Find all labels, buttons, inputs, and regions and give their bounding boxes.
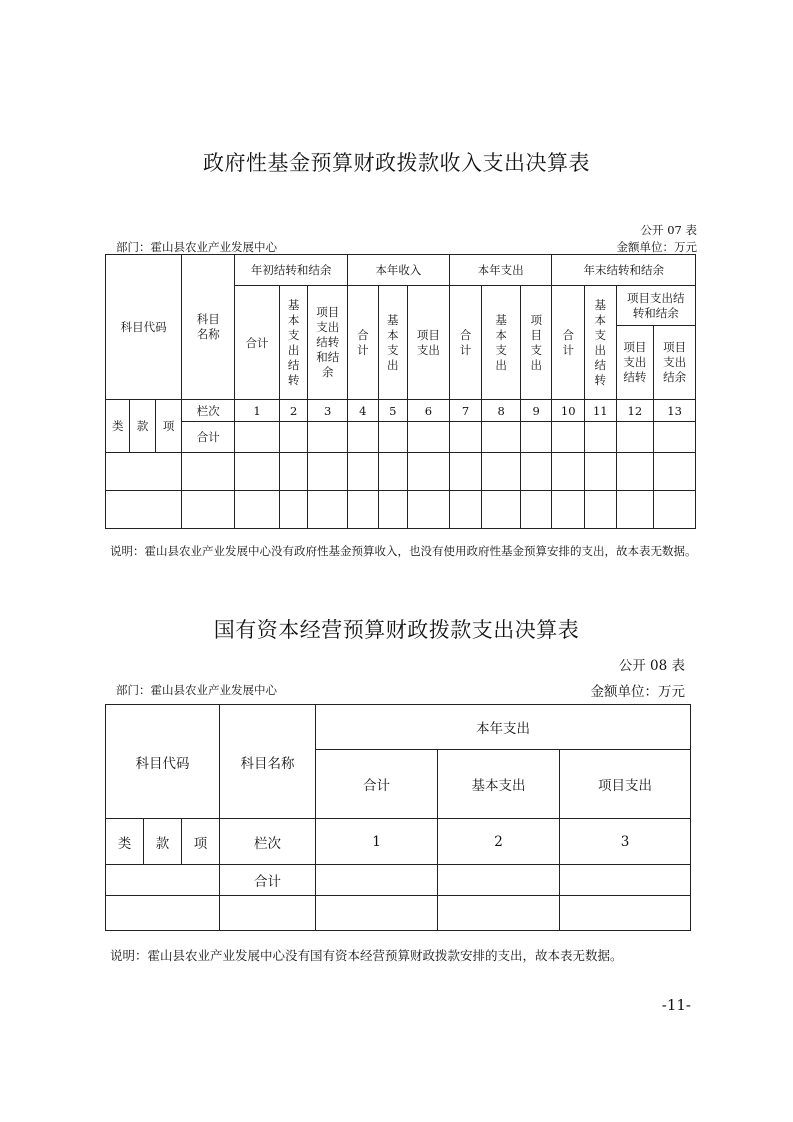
t1-cell: [585, 453, 617, 491]
t1-cell: [552, 453, 585, 491]
t1-cell: [408, 422, 450, 453]
table2-title: 国有资本经营预算财政拨款支出决算表: [213, 618, 580, 642]
t1-cell: [106, 491, 182, 529]
t1-end-project-group: 项目支出结转和结余: [616, 286, 695, 326]
t1-cell: [616, 453, 654, 491]
table1-title: 政府性基金预算财政拨款收入支出决算表: [203, 151, 590, 175]
t1-col-num: 5: [378, 400, 407, 422]
t1-end-project-surplus: 项目支出结余: [654, 326, 696, 400]
t1-subject-code-header: 科目代码: [106, 255, 182, 400]
t1-income-basic: 基本支出: [378, 286, 407, 400]
t1-cell: [235, 453, 280, 491]
t1-col-num: 8: [482, 400, 521, 422]
t2-subject-code-header: 科目代码: [106, 705, 220, 819]
t1-cell: [408, 491, 450, 529]
t2-heji: 合计: [220, 865, 316, 896]
t1-col-num: 12: [616, 400, 654, 422]
t1-income-project: 项目支出: [408, 286, 450, 400]
t2-col-num: 1: [316, 819, 438, 865]
table1-note: 说明：霍山县农业产业发展中心没有政府性基金预算收入，也没有使用政府性基金预算安排的支出，故本表无数据。: [110, 544, 697, 558]
t1-cell: [348, 422, 379, 453]
t2-cell: [316, 865, 438, 896]
t1-income-header: 本年收入: [348, 255, 450, 286]
t1-col-num: 11: [585, 400, 617, 422]
t1-exp-project: 项目支出: [520, 286, 552, 400]
t1-income-total: 合计: [348, 286, 379, 400]
t1-cell: [348, 453, 379, 491]
table2-dept: 部门：霍山县农业产业发展中心: [116, 683, 277, 697]
t1-cell: [449, 422, 482, 453]
t1-col-num: 6: [408, 400, 450, 422]
t1-cell: [348, 491, 379, 529]
t2-project-header: 项目支出: [560, 750, 691, 819]
table2-note: 说明：霍山县农业产业发展中心没有国有资本经营预算财政拨款安排的支出，故本表无数据。: [110, 948, 623, 963]
table1: [105, 254, 696, 529]
t1-cell: [520, 453, 552, 491]
table2-unit: 金额单位：万元: [590, 684, 685, 700]
t2-total-header: 合计: [316, 750, 438, 819]
t2-col-num: 2: [438, 819, 560, 865]
t1-col-num: 7: [449, 400, 482, 422]
t1-cell: [654, 422, 696, 453]
t1-xiang: 项: [155, 400, 181, 453]
table2-form-no: 公开 08 表: [618, 658, 685, 674]
t1-begin-basic: 基本支出结转: [279, 286, 307, 400]
t1-cell: [235, 491, 280, 529]
t2-cell: [438, 896, 560, 931]
t1-cell: [654, 453, 696, 491]
t1-cell: [182, 453, 235, 491]
t1-begin-carry-header: 年初结转和结余: [235, 255, 348, 286]
t2-cell: [220, 896, 316, 931]
table2: [105, 704, 691, 931]
t1-end-total: 合计: [552, 286, 585, 400]
t2-subject-name-header: 科目名称: [220, 705, 316, 819]
t1-end-project-carry: 项目支出结转: [616, 326, 654, 400]
t2-cell: [438, 865, 560, 896]
t1-col-num: 10: [552, 400, 585, 422]
t2-cell: [106, 896, 220, 931]
t2-lei: 类: [106, 819, 144, 865]
t1-heji: 合计: [182, 422, 235, 453]
t2-cell: [316, 896, 438, 931]
t1-cell: [449, 453, 482, 491]
t1-col-num: 3: [308, 400, 348, 422]
t2-kuan: 款: [144, 819, 182, 865]
t1-cell: [308, 491, 348, 529]
table1-unit: 金额单位：万元: [616, 240, 697, 254]
t1-cell: [482, 491, 521, 529]
t1-col-num: 4: [348, 400, 379, 422]
t1-cell: [378, 422, 407, 453]
t1-col-num: 2: [279, 400, 307, 422]
t1-cell: [378, 491, 407, 529]
t1-begin-total: 合计: [235, 286, 280, 400]
t1-cell: [279, 491, 307, 529]
t1-col-num: 1: [235, 400, 280, 422]
t1-cell: [279, 422, 307, 453]
table1-dept: 部门：霍山县农业产业发展中心: [116, 240, 277, 254]
t1-cell: [106, 453, 182, 491]
t1-cell: [520, 422, 552, 453]
t1-col-num: 9: [520, 400, 552, 422]
table1-form-no: 公开 07 表: [640, 223, 697, 237]
t1-cell: [235, 422, 280, 453]
t1-cell: [408, 453, 450, 491]
t1-begin-project: 项目支出结转和结余: [308, 286, 348, 400]
t2-cell: [560, 896, 691, 931]
t1-cell: [279, 453, 307, 491]
t1-exp-total: 合计: [449, 286, 482, 400]
t1-end-basic: 基本支出结转: [585, 286, 617, 400]
t1-lanci: 栏次: [182, 400, 235, 422]
t1-subject-name-header: 科目名称: [182, 255, 235, 400]
t1-exp-basic: 基本支出: [482, 286, 521, 400]
t1-cell: [616, 422, 654, 453]
t1-cell: [585, 491, 617, 529]
t2-basic-header: 基本支出: [438, 750, 560, 819]
t2-xiang: 项: [182, 819, 220, 865]
t1-cell: [449, 491, 482, 529]
t2-expense-header: 本年支出: [316, 705, 691, 750]
t1-cell: [482, 453, 521, 491]
t2-cell: [560, 865, 691, 896]
t1-expense-header: 本年支出: [449, 255, 552, 286]
t1-cell: [308, 422, 348, 453]
t1-cell: [654, 491, 696, 529]
t1-col-num: 13: [654, 400, 696, 422]
t1-cell: [308, 453, 348, 491]
t1-kuan: 款: [130, 400, 155, 453]
t1-cell: [552, 422, 585, 453]
t1-cell: [552, 491, 585, 529]
t1-lei: 类: [106, 400, 130, 453]
t1-end-carry-header: 年末结转和结余: [552, 255, 696, 286]
t1-cell: [585, 422, 617, 453]
t1-cell: [616, 491, 654, 529]
t2-cell: [106, 865, 220, 896]
t1-cell: [378, 453, 407, 491]
t1-cell: [482, 422, 521, 453]
page-number: -11-: [661, 996, 691, 1014]
t1-cell: [182, 491, 235, 529]
t1-cell: [520, 491, 552, 529]
t2-lanci: 栏次: [220, 819, 316, 865]
t2-col-num: 3: [560, 819, 691, 865]
